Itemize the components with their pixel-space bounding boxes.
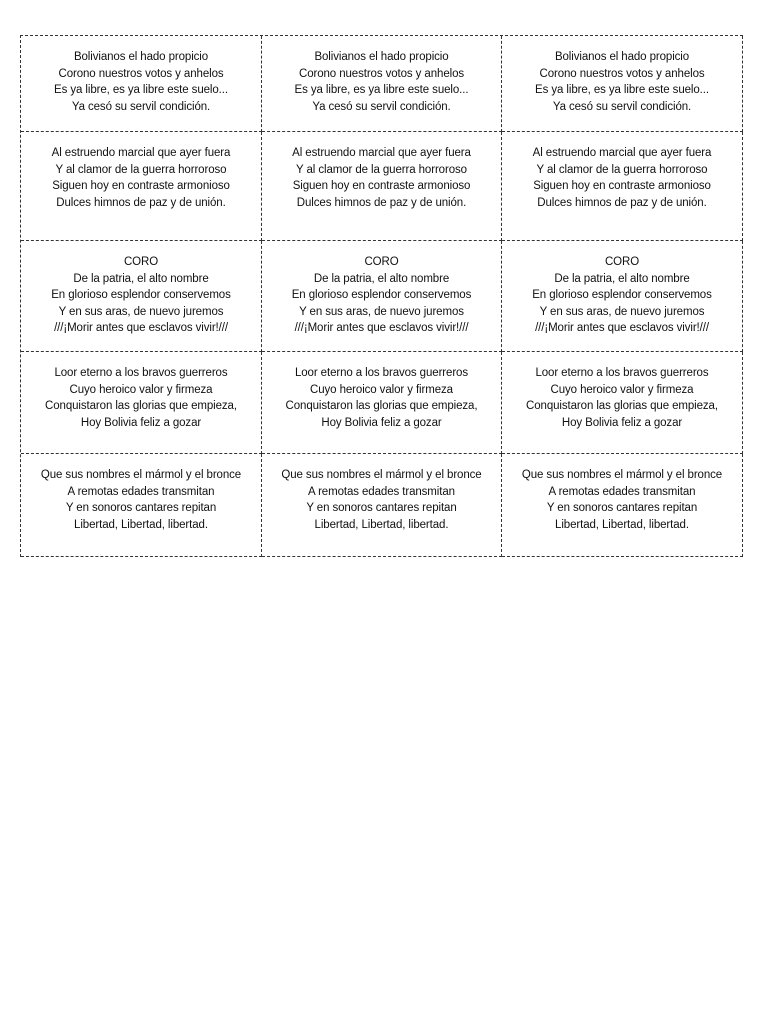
- stanza-line: Loor eterno a los bravos guerreros: [54, 367, 228, 379]
- stanza-line: Y en sonoros cantares repitan: [546, 502, 698, 514]
- card-stanza-1-col-3: [502, 36, 743, 132]
- stanza-line: Y en sonoros cantares repitan: [306, 502, 457, 514]
- stanza-line: Al estruendo marcial que ayer fuera: [51, 147, 231, 159]
- stanza-line: Corono nuestros votos y anhelos: [58, 67, 224, 80]
- stanza-line: Libertad, Libertad, libertad.: [74, 518, 208, 531]
- stanza-text: [51, 254, 231, 337]
- stanza-line: Ya cesó su servil condición.: [552, 100, 692, 113]
- card-stanza-2-col-3: [502, 132, 743, 241]
- cut-out-card-sheet: [20, 35, 743, 557]
- stanza-line: Bolivianos el hado propicio: [73, 51, 209, 63]
- stanza-text: [292, 254, 472, 337]
- stanza-line: En glorioso esplendor conservemos: [291, 289, 472, 301]
- stanza-text: [45, 365, 237, 431]
- stanza-line: Siguen hoy en contraste armonioso: [292, 180, 471, 192]
- stanza-line: Ya cesó su servil condición.: [71, 100, 211, 113]
- stanza-line: Y al clamor de la guerra horroroso: [55, 163, 227, 176]
- stanza-line: De la patria, el alto nombre: [554, 272, 690, 285]
- card-stanza-4-col-3: [502, 352, 743, 454]
- stanza-text: [292, 145, 471, 211]
- stanza-line: En glorioso esplendor conservemos: [532, 289, 712, 301]
- stanza-line: Hoy Bolivia feliz a gozar: [321, 416, 442, 429]
- stanza-line: A remotas edades transmitan: [67, 485, 215, 498]
- stanza-line: Ya cesó su servil condición.: [312, 100, 451, 113]
- stanza-line: Y en sus aras, de nuevo juremos: [299, 305, 464, 318]
- stanza-line: ///¡Morir antes que esclavos vivir!///: [294, 322, 469, 334]
- stanza-text: [522, 467, 722, 533]
- stanza-line: ///¡Morir antes que esclavos vivir!///: [535, 322, 709, 334]
- stanza-text: [54, 49, 228, 115]
- stanza-text: [52, 145, 231, 211]
- stanza-line: A remotas edades transmitan: [548, 485, 696, 498]
- stanza-line: Es ya libre, es ya libre este suelo...: [54, 84, 228, 96]
- stanza-text: [532, 254, 712, 337]
- stanza-line: Libertad, Libertad, libertad.: [555, 518, 689, 531]
- stanza-text: [286, 365, 478, 431]
- stanza-line: Al estruendo marcial que ayer fuera: [292, 147, 471, 159]
- stanza-line: Conquistaron las glorias que empieza,: [526, 400, 718, 412]
- stanza-line: Dulces himnos de paz y de unión.: [537, 196, 707, 209]
- stanza-text: [281, 467, 481, 533]
- stanza-line: A remotas edades transmitan: [308, 485, 455, 498]
- stanza-line: Loor eterno a los bravos guerreros: [535, 367, 709, 379]
- card-stanza-2-col-2: [262, 132, 502, 241]
- stanza-line: Cuyo heroico valor y firmeza: [550, 383, 694, 396]
- stanza-text: [526, 365, 718, 431]
- stanza-line: Y al clamor de la guerra horroroso: [536, 163, 708, 176]
- stanza-line: Es ya libre, es ya libre este suelo...: [294, 84, 469, 96]
- card-stanza-5-col-3: [502, 454, 743, 557]
- card-stanza-1-col-1: [21, 36, 262, 132]
- stanza-line: Que sus nombres el mármol y el bronce: [521, 469, 723, 481]
- card-stanza-3-col-2: [262, 241, 502, 352]
- stanza-line: Y en sus aras, de nuevo juremos: [58, 305, 224, 318]
- stanza-line: ///¡Morir antes que esclavos vivir!///: [54, 322, 228, 334]
- stanza-line: Al estruendo marcial que ayer fuera: [532, 147, 712, 159]
- stanza-line: Loor eterno a los bravos guerreros: [294, 367, 468, 379]
- stanza-text: [533, 145, 712, 211]
- stanza-text: [535, 49, 709, 115]
- stanza-line: Hoy Bolivia feliz a gozar: [561, 416, 683, 429]
- stanza-heading: CORO: [123, 256, 159, 268]
- card-stanza-1-col-2: [262, 36, 502, 132]
- stanza-line: Cuyo heroico valor y firmeza: [310, 383, 453, 396]
- stanza-line: Siguen hoy en contraste armonioso: [533, 180, 711, 192]
- card-stanza-2-col-1: [21, 132, 262, 241]
- stanza-line: Corono nuestros votos y anhelos: [539, 67, 705, 80]
- stanza-line: Y en sonoros cantares repitan: [65, 502, 217, 514]
- stanza-line: Cuyo heroico valor y firmeza: [69, 383, 213, 396]
- card-stanza-3-col-3: [502, 241, 743, 352]
- stanza-line: Dulces himnos de paz y de unión.: [56, 196, 226, 209]
- stanza-line: Siguen hoy en contraste armonioso: [52, 180, 230, 192]
- stanza-line: Conquistaron las glorias que empieza,: [45, 400, 237, 412]
- stanza-text: [295, 49, 469, 115]
- stanza-line: En glorioso esplendor conservemos: [51, 289, 231, 301]
- stanza-line: Corono nuestros votos y anhelos: [298, 67, 465, 80]
- stanza-line: Que sus nombres el mármol y el bronce: [281, 469, 482, 481]
- stanza-line: Conquistaron las glorias que empieza,: [285, 400, 478, 412]
- stanza-line: Hoy Bolivia feliz a gozar: [80, 416, 202, 429]
- stanza-line: Y al clamor de la guerra horroroso: [296, 163, 467, 176]
- card-stanza-5-col-1: [21, 454, 262, 557]
- stanza-line: Que sus nombres el mármol y el bronce: [40, 469, 242, 481]
- card-stanza-3-col-1: [21, 241, 262, 352]
- card-stanza-5-col-2: [262, 454, 502, 557]
- stanza-line: Bolivianos el hado propicio: [554, 51, 690, 63]
- stanza-heading: CORO: [364, 256, 399, 268]
- stanza-heading: CORO: [604, 256, 640, 268]
- stanza-line: Es ya libre, es ya libre este suelo...: [535, 84, 709, 96]
- stanza-line: De la patria, el alto nombre: [313, 272, 450, 285]
- stanza-text: [41, 467, 241, 533]
- card-stanza-4-col-2: [262, 352, 502, 454]
- stanza-line: Libertad, Libertad, libertad.: [314, 518, 449, 531]
- stanza-line: Bolivianos el hado propicio: [314, 51, 449, 63]
- stanza-line: Y en sus aras, de nuevo juremos: [539, 305, 705, 318]
- stanza-line: De la patria, el alto nombre: [73, 272, 209, 285]
- card-stanza-4-col-1: [21, 352, 262, 454]
- stanza-line: Dulces himnos de paz y de unión.: [296, 196, 467, 209]
